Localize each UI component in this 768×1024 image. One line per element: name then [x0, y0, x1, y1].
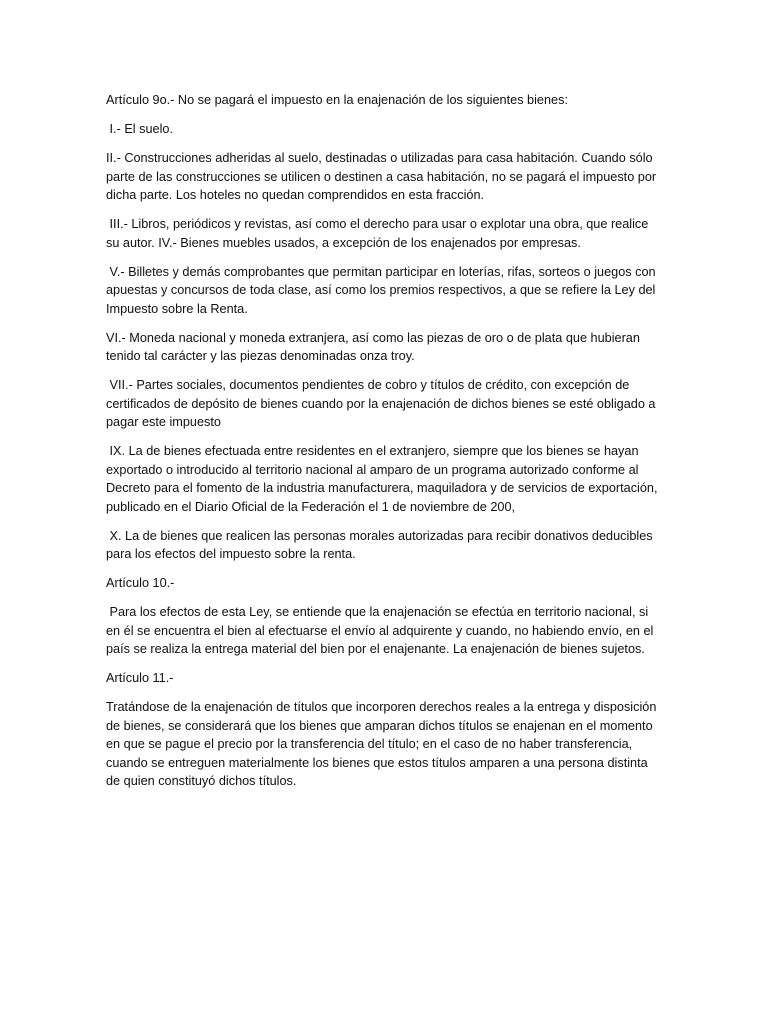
fraction-i: I.- El suelo. [106, 122, 173, 136]
article-11-heading: Artículo 11.- [106, 671, 174, 685]
document-page [106, 91, 664, 801]
fraction-iii-iv: III.- Libros, periódicos y revistas, así como el derecho para usar o explotar una obra, que realice su autor. IV.- Bienes muebles usados, a excepción de los enajenados por empresas. [106, 217, 652, 250]
article-10-heading: Artículo 10.- [106, 576, 175, 590]
fraction-ii: II.- Construcciones adheridas al suelo, destinadas o utilizadas para casa habitación. Cuando sólo parte de las construcciones se utilicen o destinen a casa habitación, no se pagará el impuesto por dicha parte. Los hoteles no quedan comprendidos en esta fracción. [106, 151, 660, 202]
fraction-x: X. La de bienes que realicen las personas morales autorizadas para recibir donativos deducibles para los efectos del impuesto sobre la renta. [106, 528, 657, 561]
article-10-body: Para los efectos de esta Ley, se entiende que la enajenación se efectúa en territorio nacional, si en él se encuentra el bien al efectuarse el envío al adquirente y cuando, no habiendo envío, en el país se realiza la entrega material del bien por el enajenante. La enajenación de bienes sujetos. [106, 605, 657, 656]
fraction-vi: VI.- Moneda nacional y moneda extranjera, así como las piezas de oro o de plata que hubieran tenido tal carácter y las piezas denominadas onza troy. [106, 330, 644, 363]
fraction-v: V.- Billetes y demás comprobantes que permitan participar en loterías, rifas, sorteos o juegos con apuestas y concursos de toda clase, así como los premios respectivos, a que se refiere la Ley del Impuesto sobre la Renta. [106, 264, 660, 316]
fraction-vii: VII.- Partes sociales, documentos pendientes de cobro y títulos de crédito, con excepción de certificados de depósito de bienes cuando por la enajenación de dichos bienes se esté obligado a pagar este impuesto [106, 378, 660, 429]
article-9-heading: Artículo 9o.- No se pagará el impuesto en la enajenación de los siguientes bienes: [106, 93, 568, 107]
article-11-body: Tratándose de la enajenación de títulos que incorporen derechos reales a la entrega y disposición de bienes, se considerará que los bienes que amparan dichos títulos se enajenan en el momento en que se pague el precio por la transferencia del título; en el caso de no haber transferencia, cuando se entreguen materialmente los bienes que estos títulos amparen a una persona distinta de quien constituyó dichos títulos. [106, 700, 660, 788]
fraction-ix: IX. La de bienes efectuada entre residentes en el extranjero, siempre que los bienes se hayan exportado o introducido al territorio nacional al amparo de un programa autorizado conforme al Decreto para el fomento de la industria manufacturera, maquiladora y de servicios de exportación, publicado en el Diario Oficial de la Federación el 1 de noviembre de 200, [106, 444, 662, 514]
